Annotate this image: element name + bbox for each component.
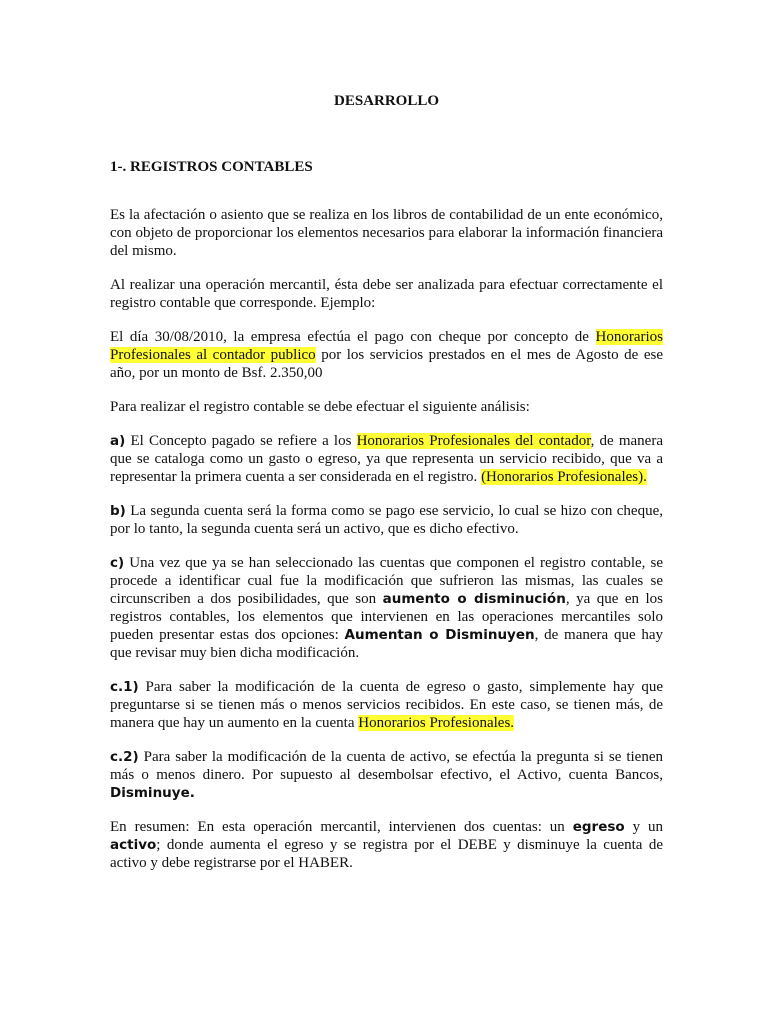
section-heading: 1-. REGISTROS CONTABLES bbox=[110, 159, 313, 175]
item-b bbox=[110, 502, 663, 538]
item-a-text-1: El Concepto pagado se refiere a los bbox=[125, 433, 357, 449]
highlight-honorarios-contador: Honorarios Profesionales del contador bbox=[356, 433, 591, 449]
highlight-honorarios-profesionales: (Honorarios Profesionales). bbox=[481, 469, 647, 485]
highlight-honorarios-profesionales-2: Honorarios Profesionales. bbox=[358, 715, 515, 731]
paragraph-analysis-steps: Para realizar el registro contable se debe efectuar el siguiente análisis: bbox=[110, 399, 530, 415]
item-c-bold-1: aumento o disminución bbox=[382, 591, 566, 607]
example-text-start: El día 30/08/2010, la empresa efectúa el pago con cheque por concepto de bbox=[110, 329, 596, 345]
summary-bold-egreso: egreso bbox=[572, 819, 625, 835]
item-c-label: c) bbox=[110, 555, 125, 571]
highlight-honorarios-contador-publico: Honorarios Profesionales al contador publico bbox=[110, 329, 663, 363]
item-c-text-3: , de manera que hay que revisar muy bien dicha modificación. bbox=[110, 627, 664, 661]
paragraph-example bbox=[110, 328, 663, 382]
item-c2-label: c.2) bbox=[110, 749, 139, 765]
paragraph-summary bbox=[110, 818, 663, 872]
item-c1-label: c.1) bbox=[110, 679, 139, 695]
item-c-text-2: , ya que en los registros contables, los elementos que intervienen en las operaciones mercantiles solo pueden presentar estas dos opciones: bbox=[110, 591, 664, 643]
example-text-end: por los servicios prestados en el mes de Agosto de ese año, por un monto de Bsf. 2.350,00 bbox=[110, 347, 663, 381]
item-a-text-2: , de manera que se cataloga como un gasto o egreso, ya que representa un servicio recibido, que va a representar la primera cuenta a ser considerada en el registro. bbox=[110, 433, 663, 485]
paragraph-definition: Es la afectación o asiento que se realiza en los libros de contabilidad de un ente económico, con objeto de proporcionar los elementos necesarios para elaborar la información financiera del mismo. bbox=[110, 207, 663, 259]
item-c-text-1: Una vez que ya se han seleccionado las cuentas que componen el registro contable, se procede a identificar cual fue la modificación que sufrieron las mismas, las cuales se circunscriben a dos posibilidades, que son bbox=[110, 555, 663, 607]
item-c2 bbox=[110, 748, 663, 802]
item-c1-text: Para saber la modificación de la cuenta de egreso o gasto, simplemente hay que preguntarse si se tienen más o menos servicios recibidos. En este caso, se tienen más, de manera que hay un aumento en la cuenta bbox=[110, 679, 663, 731]
paragraph-analysis-intro: Al realizar una operación mercantil, ésta debe ser analizada para efectuar correctamente el registro contable que corresponde. Ejemplo: bbox=[110, 277, 663, 311]
item-b-text: La segunda cuenta será la forma como se pago ese servicio, lo cual se hizo con cheque, por lo tanto, la segunda cuenta será un activo, que es dicho efectivo. bbox=[110, 503, 663, 537]
document-title: DESARROLLO bbox=[333, 93, 440, 109]
document-body bbox=[110, 92, 663, 872]
summary-text-2: y un bbox=[624, 819, 664, 835]
item-c-bold-2: Aumentan o Disminuyen bbox=[344, 627, 535, 643]
item-c2-bold: Disminuye. bbox=[110, 785, 195, 801]
summary-bold-activo: activo bbox=[110, 837, 157, 853]
item-c1 bbox=[110, 678, 663, 732]
item-b-label: b) bbox=[110, 503, 126, 519]
item-c bbox=[110, 554, 663, 662]
item-a bbox=[110, 432, 663, 486]
item-a-label: a) bbox=[110, 433, 126, 449]
summary-text-1: En resumen: En esta operación mercantil, intervienen dos cuentas: un bbox=[110, 819, 573, 835]
item-c2-text: Para saber la modificación de la cuenta de activo, se efectúa la pregunta si se tienen más o menos dinero. Por supuesto al desembolsar efectivo, el Activo, cuenta Bancos, bbox=[110, 749, 663, 783]
summary-text-3: ; donde aumenta el egreso y se registra por el DEBE y disminuye la cuenta de activo y debe registrarse por el HABER. bbox=[110, 837, 663, 871]
